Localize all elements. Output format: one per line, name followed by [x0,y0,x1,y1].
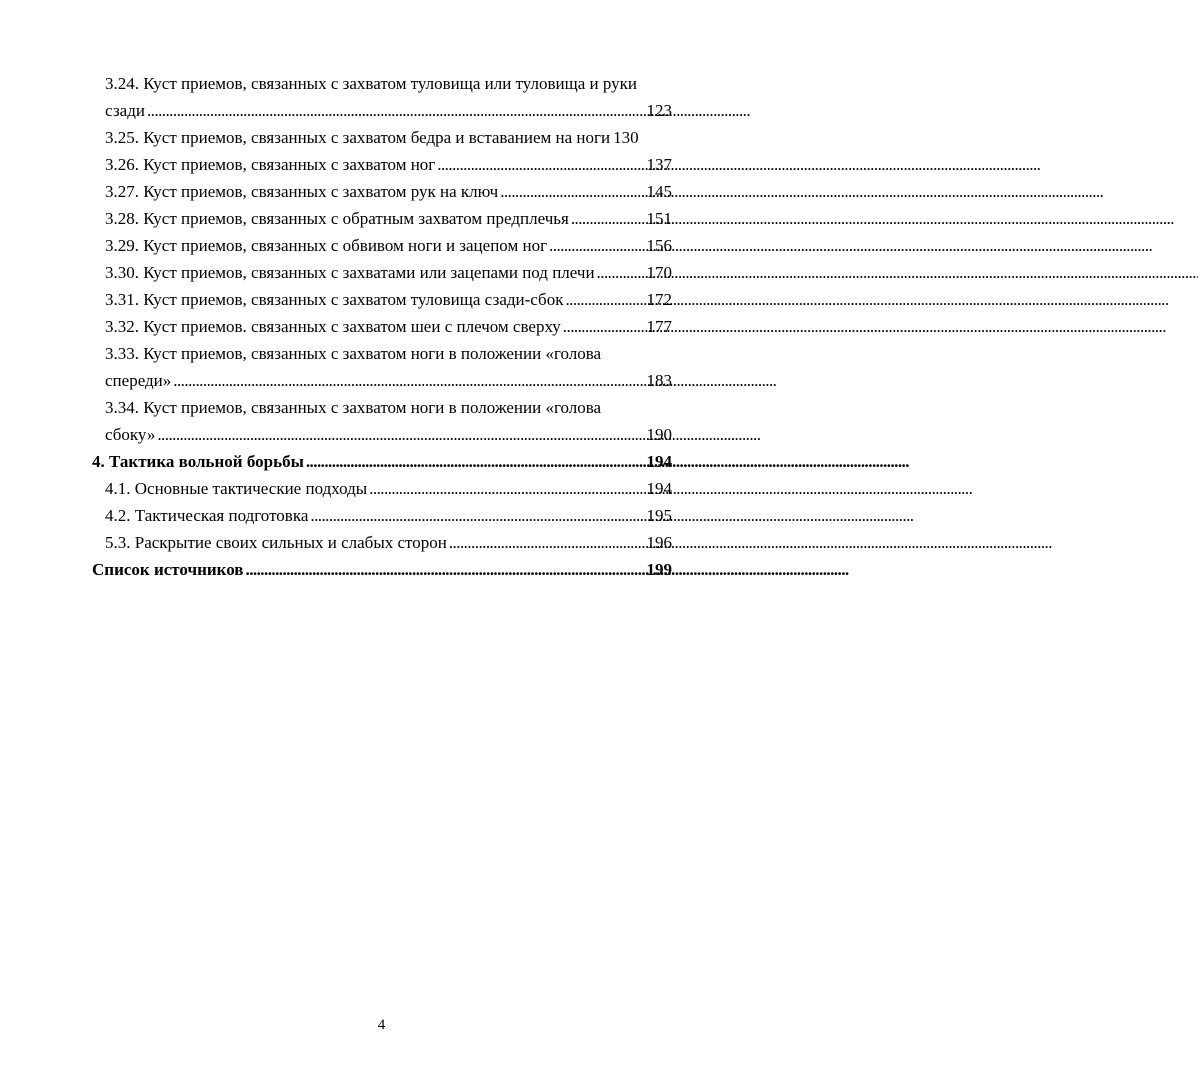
toc-entry-title: 4.1. Основные тактические подходы [105,479,368,498]
toc-entry-title: 5.3. Раскрытие своих сильных и слабых сторон [105,533,447,552]
toc-chapter-title: 4. Тактика вольной борьбы [92,452,304,471]
toc-entry-title: 3.29. Куст приемов, связанных с обвивом ноги и зацепом ног [105,236,548,255]
toc-chapter-title: Список источников [92,560,244,579]
toc-entry-title: 4.2. Тактическая подготовка [105,506,309,525]
dot-leader [157,421,644,448]
dot-leader [500,178,644,205]
dot-leader [571,205,645,232]
toc-entry-5-3[interactable] [0,529,763,556]
toc-page-number: 199 [646,560,672,579]
toc-page-number: 172 [646,290,672,309]
toc-entry-3-31[interactable] [0,286,763,313]
toc-entry-3-26[interactable] [0,151,763,178]
dot-leader [449,529,645,556]
dot-leader [549,232,644,259]
toc-page-number: 170 [646,263,672,282]
toc-page-number: 194 [646,479,672,498]
dot-leader [565,286,644,313]
toc-page-number: 137 [646,155,672,174]
toc-page-number: 190 [646,425,672,444]
toc-entry-title: 3.34. Куст приемов, связанных с захватом ноги в положении «голова [105,398,602,417]
toc-page-number: 123 [646,101,672,120]
toc-entry-title: 3.25. Куст приемов, связанных с захватом бедра и вставанием на ноги [105,128,611,147]
toc-entry-title: 3.33. Куст приемов, связанных с захватом ноги в положении «голова [105,344,602,363]
table-of-contents [0,70,763,583]
toc-page-number: 194 [646,452,672,471]
toc-entry-3-32[interactable] [0,313,763,340]
toc-entry-4-1[interactable] [0,475,763,502]
toc-chapter-4[interactable] [0,448,763,475]
toc-page-number: 196 [646,533,672,552]
dot-leader [246,556,645,583]
toc-page-number: 177 [646,317,672,336]
dot-leader [310,502,644,529]
toc-entry-title: 3.32. Куст приемов. связанных с захватом шеи с плечом сверху [105,317,561,336]
dot-leader [173,367,644,394]
toc-sources[interactable] [0,556,763,583]
toc-page-number: 156 [646,236,672,255]
toc-entry-title: 3.28. Куст приемов, связанных с обратным захватом предплечья [105,209,569,228]
toc-page-number: 183 [646,371,672,390]
toc-entry-title: 3.30. Куст приемов, связанных с захватами или зацепами под плечи [105,263,595,282]
toc-entry-3-25[interactable] [0,124,763,151]
toc-entry-3-34[interactable] [0,394,763,448]
toc-entry-3-30[interactable] [0,259,763,286]
dot-leader [369,475,644,502]
toc-page-number: 151 [646,209,672,228]
toc-entry-title: 3.27. Куст приемов, связанных с захватом рук на ключ [105,182,499,201]
toc-entry-3-27[interactable] [0,178,763,205]
toc-entry-title-continued: сзади [105,101,145,120]
toc-entry-title: 3.24. Куст приемов, связанных с захватом туловища или туловища и руки [105,74,638,93]
toc-page-number: 145 [646,182,672,201]
toc-page-number: 130 [613,128,639,147]
dot-leader [563,313,645,340]
dot-leader [437,151,644,178]
toc-entry-title: 3.26. Куст приемов, связанных с захватом ног [105,155,436,174]
dot-leader [597,259,645,286]
toc-entry-title: 3.31. Куст приемов, связанных с захватом туловища сзади-сбок [105,290,564,309]
toc-page-number: 195 [646,506,672,525]
dot-leader [147,97,645,124]
toc-entry-title-continued: сбоку» [105,425,156,444]
toc-entry-3-29[interactable] [0,232,763,259]
toc-entry-3-24[interactable] [0,70,763,124]
toc-entry-3-28[interactable] [0,205,763,232]
toc-entry-3-33[interactable] [0,340,763,394]
page-number: 4 [377,1017,386,1033]
dot-leader [306,448,645,475]
toc-entry-4-2[interactable] [0,502,763,529]
toc-entry-title-continued: спереди» [105,371,172,390]
